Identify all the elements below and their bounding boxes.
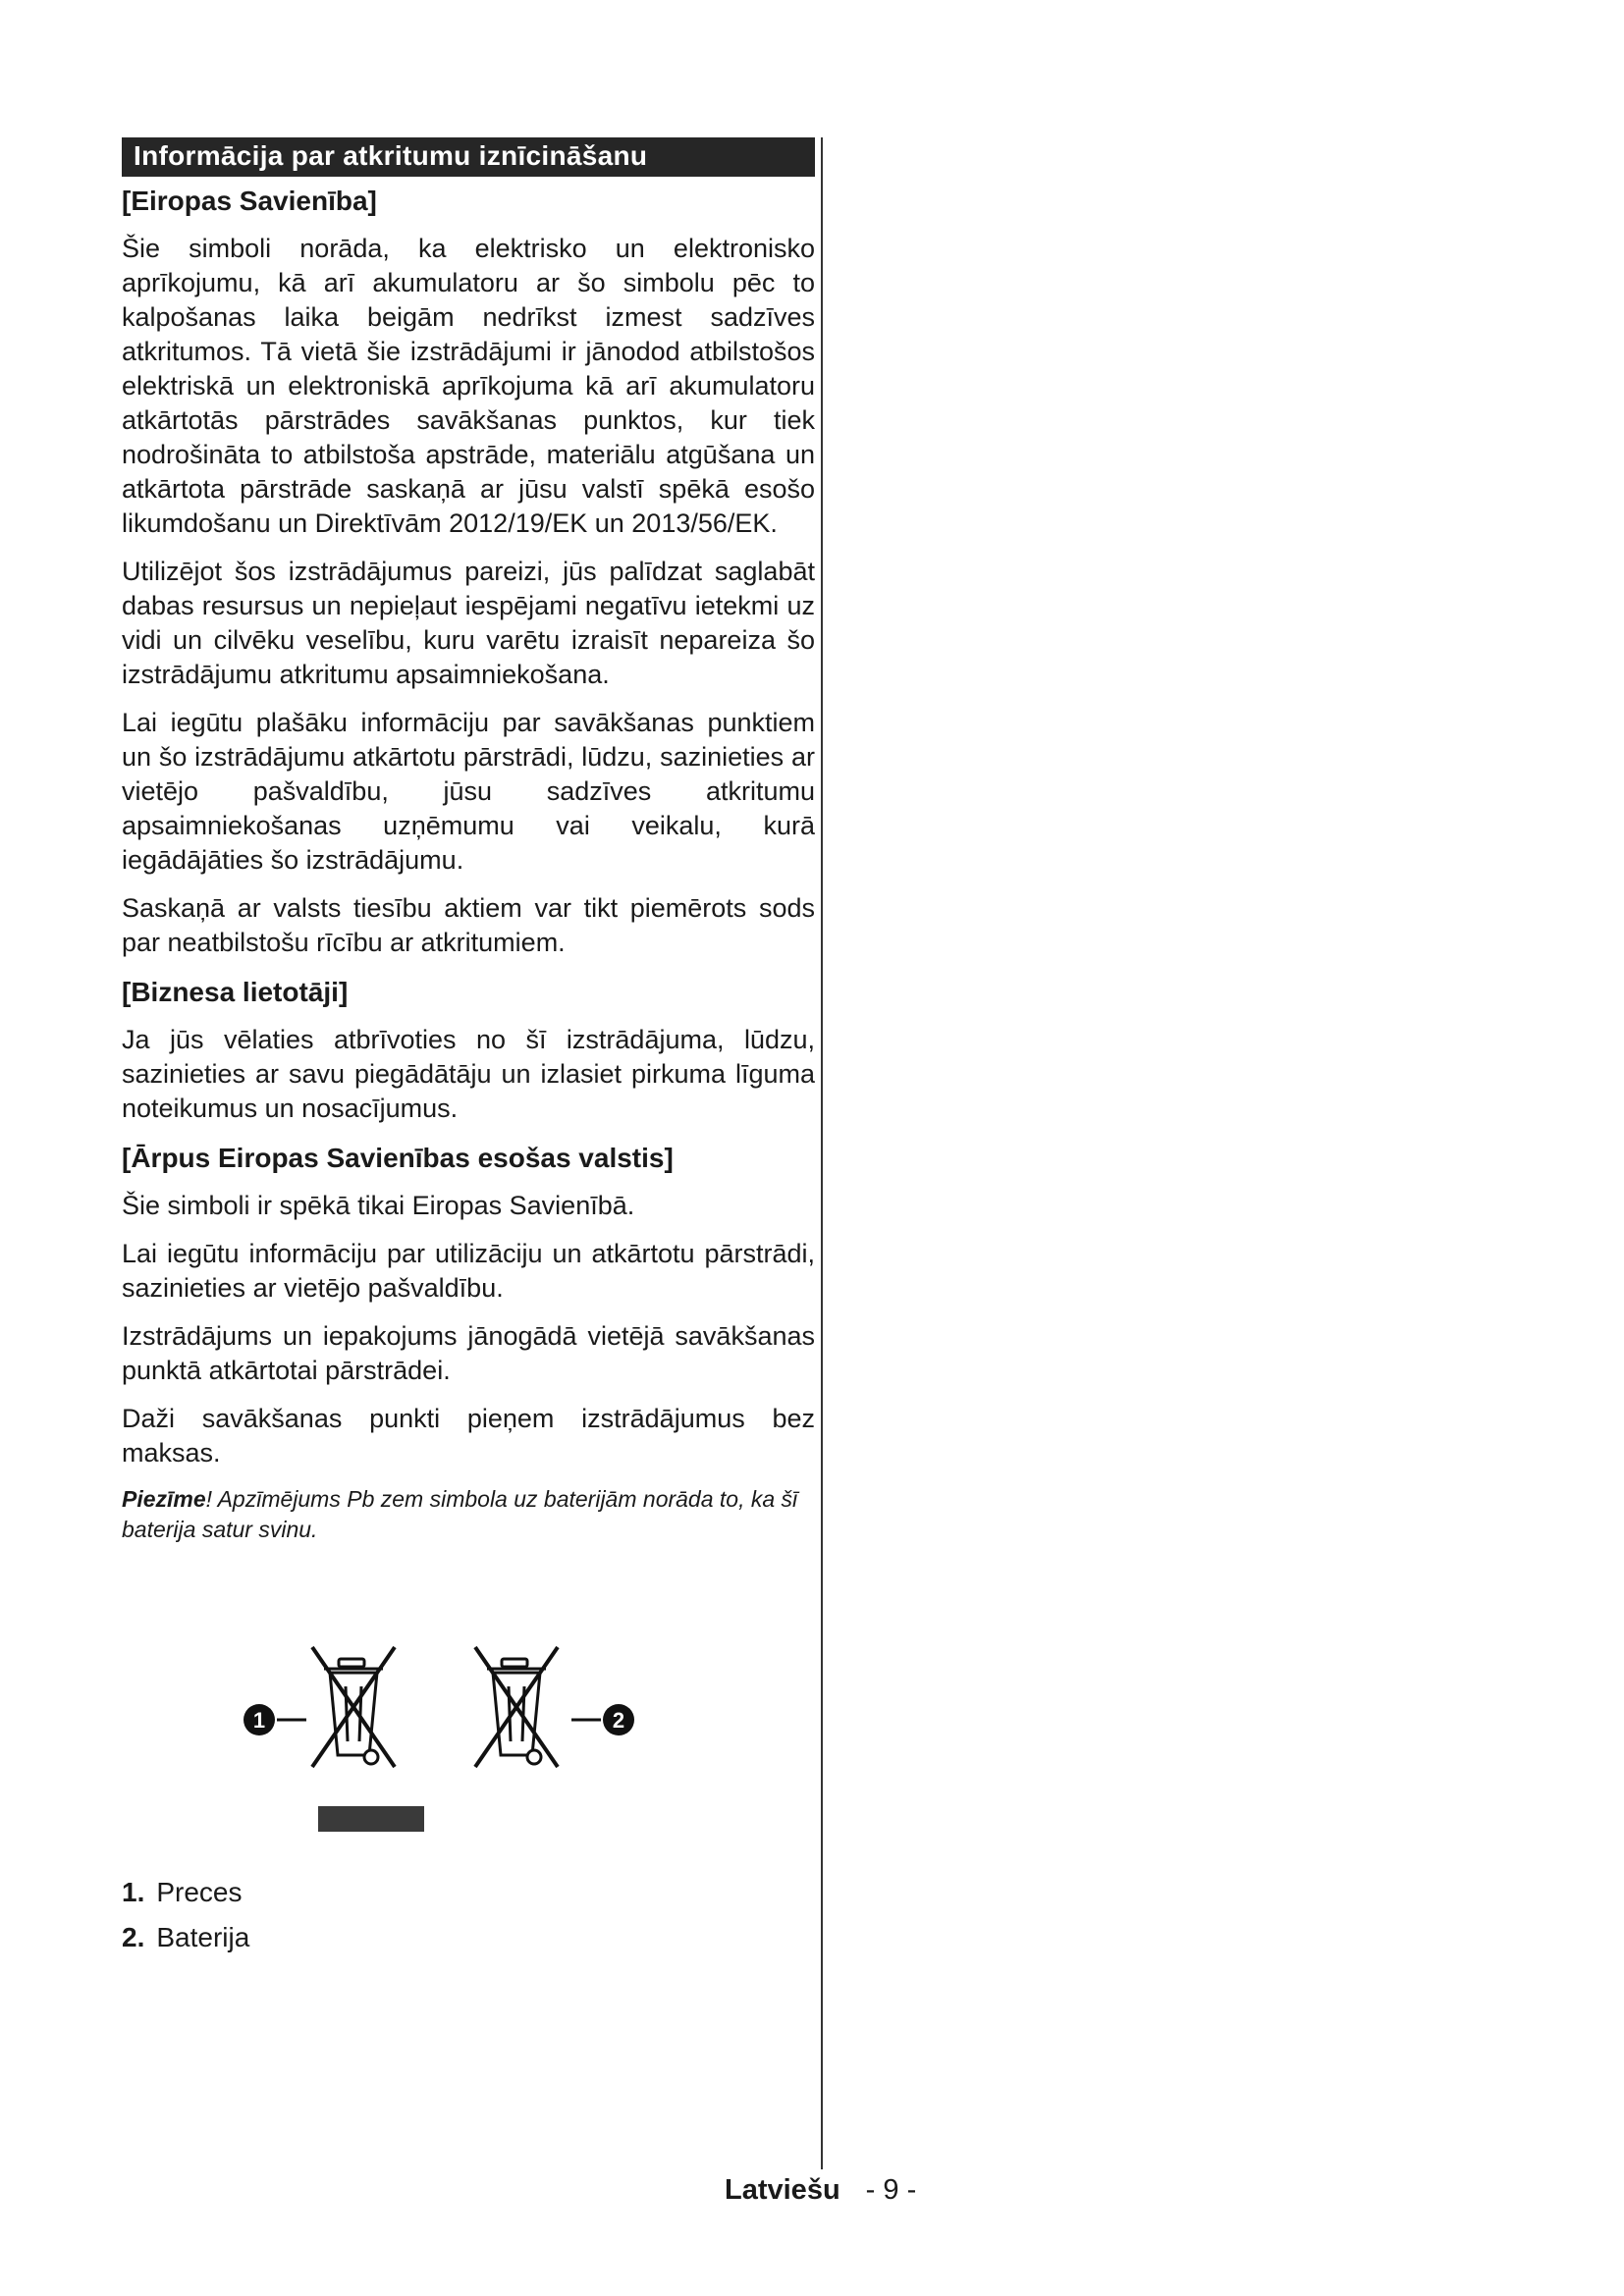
page-footer — [725, 2174, 916, 2207]
eu-paragraph-1: Šie simboli norāda, ka elektrisko un elektronisko aprīkojumu, kā arī akumulatoru ar šo simbolu pēc to kalpošanas laika beigām nedrīkst izmest sadzīves atkritumos. Tā vietā šie izstrādājumi ir jānodod atbilstošos elektriskā un elektroniskā aprīkojuma kā arī akumulatoru atkārtotās pārstrādes savākšanas punktos, kur tiek nodrošināta to atbilstoša apstrāde, materiālu atgūšana un atkārtota pārstrāde saskaņā ar jūsu valstī spēkā esošo likumdošanu un Direktīvām 2012/19/EK un 2013/56/EK. — [122, 234, 815, 538]
eu-paragraph-3: Lai iegūtu plašāku informāciju par savākšanas punktiem un šo izstrādājumu atkārtotu pārstrādi, lūdzu, sazinieties ar vietējo pašvaldību, jūsu sadzīves atkritumu apsaimniekošanas uzņēmumu vai veikalu, kurā iegādājāties šo izstrādājumu. — [122, 708, 815, 875]
legend-item-2 — [122, 1915, 249, 1960]
callout-2 — [571, 1704, 634, 1735]
non-eu-paragraph-3: Izstrādājums un iepakojums jānogādā vietējā savākšanas punktā atkārtotai pārstrādei. — [122, 1321, 815, 1385]
eu-heading: [Eiropas Savienība] — [122, 186, 377, 216]
callout-1-number: 1 — [252, 1708, 266, 1733]
callout-1 — [244, 1704, 306, 1735]
non-eu-paragraph-2: Lai iegūtu informāciju par utilizāciju un atkārtotu pārstrādi, sazinieties ar vietējo pašvaldību. — [122, 1239, 815, 1303]
eu-paragraph-2: Utilizējot šos izstrādājumus pareizi, jūs palīdzat saglabāt dabas resursus un nepieļaut iespējami negatīvu ietekmi uz vidi un cilvēku veselību, kuru varētu izraisīt nepareiza šo izstrādājumu atkritumu apsaimniekošana. — [122, 557, 815, 689]
business-paragraph-1: Ja jūs vēlaties atbrīvoties no šī izstrādājuma, lūdzu, sazinieties ar savu piegādātāju un izlasiet pirkuma līguma noteikumus un nosacījumus. — [122, 1025, 815, 1123]
section-title: Informācija par atkritumu iznīcināšanu — [122, 137, 815, 177]
non-eu-heading: [Ārpus Eiropas Savienības esošas valstis] — [122, 1143, 674, 1173]
crossed-bin-battery-icon — [475, 1647, 558, 1767]
page-number: - 9 - — [865, 2174, 917, 2206]
crossed-bin-product-icon — [312, 1647, 395, 1767]
legend-label-1: Preces — [156, 1877, 243, 1907]
main-column — [122, 137, 815, 1545]
weee-symbols-svg — [236, 1639, 687, 1845]
business-heading: [Biznesa lietotāji] — [122, 977, 349, 1007]
legend-label-2: Baterija — [156, 1922, 250, 1952]
weee-symbols-figure — [236, 1639, 687, 1845]
legend-number-1: 1. — [122, 1877, 145, 1907]
note-text: ! Apzīmējums Pb zem simbola uz baterijām norāda to, ka šī baterija satur svinu. — [122, 1486, 798, 1542]
legend-number-2: 2. — [122, 1922, 145, 1952]
note — [122, 1484, 815, 1545]
legend-item-1 — [122, 1870, 249, 1915]
non-eu-paragraph-1: Šie simboli ir spēkā tikai Eiropas Savienībā. — [122, 1191, 635, 1220]
column-divider — [821, 137, 823, 2169]
footer-language: Latviešu — [725, 2174, 840, 2206]
non-eu-paragraph-4: Daži savākšanas punkti pieņem izstrādājumus bez maksas. — [122, 1404, 815, 1468]
callout-2-number: 2 — [612, 1708, 625, 1733]
note-label: Piezīme — [122, 1486, 206, 1512]
eu-paragraph-4: Saskaņā ar valsts tiesību aktiem var tikt piemērots sods par neatbilstošu rīcību ar atkritumiem. — [122, 893, 815, 957]
symbol-legend — [122, 1870, 249, 1960]
pb-marker-bar — [318, 1806, 424, 1832]
